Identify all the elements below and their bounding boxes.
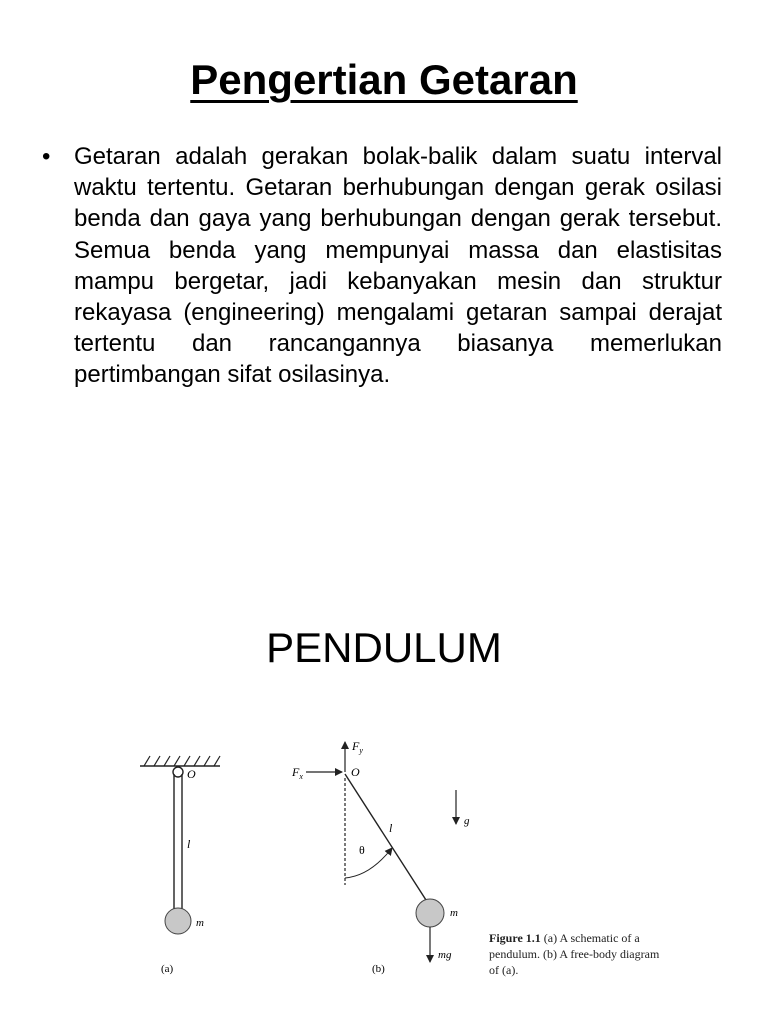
panel-label-b: (b) — [372, 963, 385, 975]
caption-line-2: pendulum. (b) A free-body diagram — [489, 947, 660, 961]
force-fy-label: $F_y$ — [352, 739, 363, 755]
panel-a — [140, 756, 220, 975]
section-title: PENDULUM — [266, 624, 502, 671]
caption-line-1: (a) A schematic of a — [543, 931, 640, 945]
length-label-b: l — [389, 821, 393, 835]
length-label: l — [187, 837, 191, 851]
pendulum-bob-b — [416, 899, 444, 927]
bullet-paragraph: Getaran adalah gerakan bolak-balik dalam suatu interval waktu tertentu. Getaran berhubungan dengan gerak osilasi benda dan gaya yang berhubungan dengan gerak tersebut. Semua benda yang mempunyai massa dan elastisitas mampu bergetar, jadi kebanyakan mesin dan struktur rekayasa (engineering) mengalami getaran sampai derajat tertentu dan rancangannya biasanya memerlukan pertimbangan sifat osilasinya. — [74, 143, 722, 389]
panel-b — [291, 739, 470, 975]
pendulum-bob — [165, 908, 191, 934]
mass-label: m — [196, 917, 204, 929]
pivot-label-b: O — [351, 765, 360, 779]
figure-caption — [489, 930, 709, 978]
page-title: Pengertian Getaran — [190, 56, 578, 103]
gravity-label: g — [464, 815, 470, 827]
pendulum-string — [345, 774, 426, 900]
bullet-item — [42, 141, 722, 391]
weight-label: mg — [438, 949, 452, 961]
panel-label-a: (a) — [161, 963, 174, 975]
caption-line-3: of (a). — [489, 963, 519, 977]
angle-label: θ — [359, 843, 365, 857]
figure-number: Figure 1.1 — [489, 931, 541, 945]
ceiling-hatch — [144, 756, 220, 766]
force-fx-label: $F_x$ — [292, 765, 303, 781]
bullet-marker: • — [42, 143, 51, 170]
pivot-label: O — [187, 767, 196, 781]
angle-arc — [345, 848, 392, 878]
mass-label-b: m — [450, 907, 458, 919]
